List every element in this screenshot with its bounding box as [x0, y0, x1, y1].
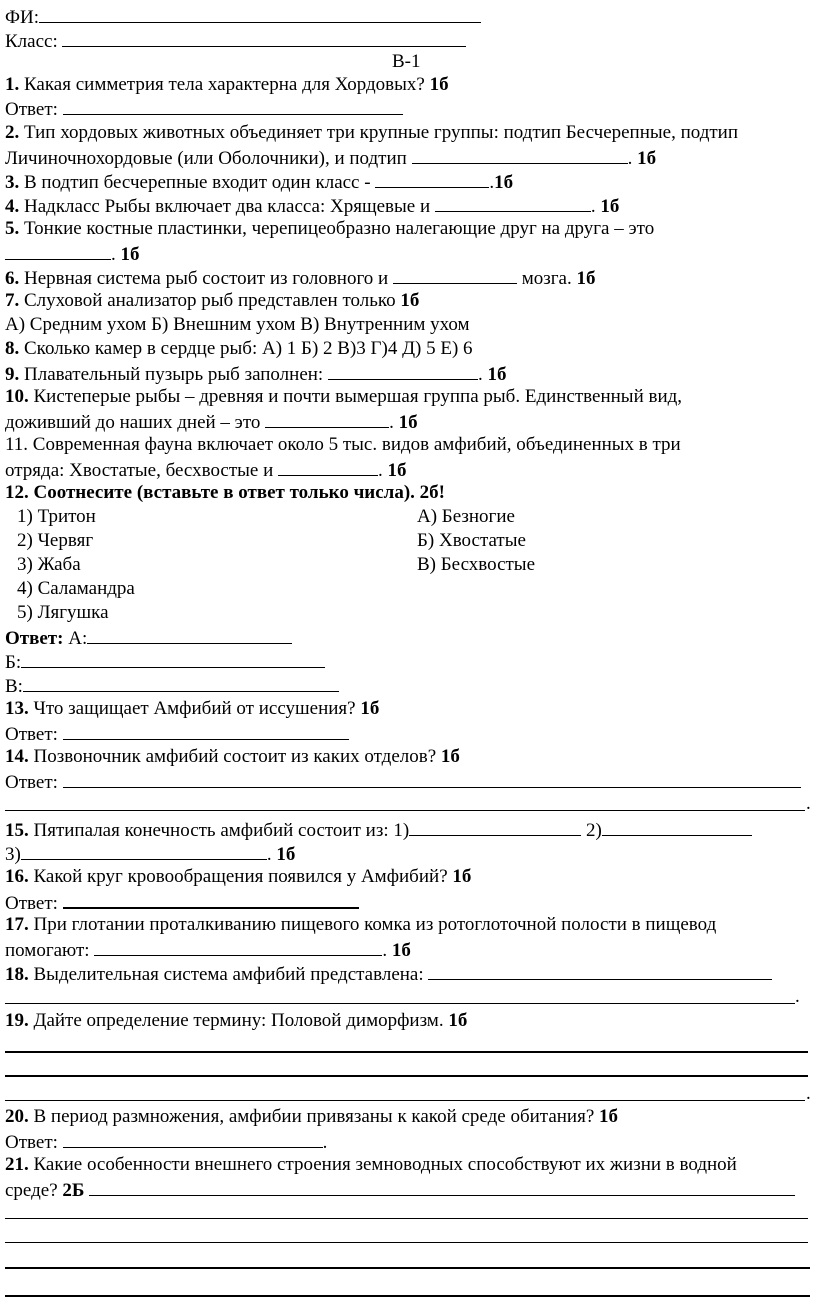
q14-answer-extra-line[interactable]: [5, 810, 805, 811]
q9-answer-field[interactable]: [328, 361, 478, 380]
q10-number: 10.: [5, 386, 29, 407]
q20-answer-field[interactable]: [63, 1129, 323, 1148]
q14-answer-line: [5, 769, 816, 793]
q17-answer-field[interactable]: [94, 937, 382, 956]
q5-text: Тонкие костные пластинки, черепицеобразно налегающие друг на друга – это: [19, 218, 655, 239]
q15-end: .: [266, 844, 277, 865]
q15-part-3: 3): [5, 844, 21, 865]
question-10: [5, 385, 816, 409]
q15-field-3[interactable]: [21, 841, 267, 860]
q21-text-line1: Какие особенности внешнего строения земноводных способствуют их жизни в водной: [28, 1154, 737, 1175]
q12-answer-label: Ответ:: [5, 628, 64, 649]
question-19: [5, 1009, 816, 1033]
question-12-title: 12. Соотнесите (вставьте в ответ только числа). 2б!: [5, 482, 445, 503]
class-label: Класс:: [5, 31, 58, 52]
question-13: [5, 697, 816, 721]
question-17-cont: [5, 937, 816, 961]
question-11: 11. Современная фауна включает около 5 тыс. видов амфибий, объединенных в три: [5, 434, 681, 455]
name-field[interactable]: [39, 4, 481, 23]
q1-number: 1.: [5, 74, 20, 95]
question-14: [5, 745, 816, 769]
q15-points: 1б: [276, 844, 296, 865]
q14-answer-field[interactable]: [63, 769, 801, 788]
q18-period: .: [795, 986, 800, 1007]
q3-number: 3.: [5, 172, 20, 193]
q12-right-item: Б) Хвостатые: [417, 530, 526, 551]
q17-text-line1: При глотании проталкиванию пищевого комка из ротоглоточной полости в пищевод: [28, 914, 717, 935]
q19-period: .: [806, 1083, 811, 1104]
question-7: [5, 289, 816, 313]
question-18: [5, 961, 816, 985]
q12-v-field[interactable]: [23, 673, 339, 692]
q10-points: 1б: [398, 412, 418, 433]
answer-label: Ответ:: [5, 724, 58, 745]
question-2-cont: [5, 145, 816, 169]
q4-answer-field[interactable]: [435, 193, 591, 212]
class-line: [5, 28, 816, 52]
q12-right-item: В) Бесхвостые: [417, 554, 535, 575]
q11-answer-field[interactable]: [278, 457, 378, 476]
q4-points: 1б: [600, 196, 620, 217]
q21-text-line2: среде?: [5, 1180, 63, 1201]
q6-points: 1б: [576, 268, 596, 289]
q1-points: 1б: [429, 74, 449, 95]
question-8: [5, 337, 816, 361]
q8-number: 8.: [5, 338, 20, 359]
q3-points: 1б: [494, 172, 514, 193]
q19-answer-line-1[interactable]: [5, 1051, 808, 1053]
q15-part-2: 2): [581, 820, 602, 841]
q20-answer-line: [5, 1129, 816, 1153]
q18-text: Выделительная система амфибий представлена:: [28, 964, 429, 985]
q21-points: 2Б: [62, 1180, 85, 1201]
q3-end: .: [489, 172, 495, 193]
q16-text: Какой круг кровообращения появился у Амфибий?: [28, 866, 453, 887]
q12-answer-b-line: [5, 649, 816, 673]
q4-text: Надкласс Рыбы включает два класса: Хрящевые и: [19, 196, 435, 217]
question-16: [5, 865, 816, 889]
q21-answer-line-5[interactable]: [5, 1295, 810, 1297]
q12-right-item: А) Безногие: [417, 506, 515, 527]
q11-text-line2: отряда: Хвостатые, бесхвостые и: [5, 460, 279, 481]
q1-answer-line: [5, 96, 816, 120]
q18-answer-field[interactable]: [428, 961, 772, 980]
q3-answer-field[interactable]: [375, 169, 489, 188]
q11-end: .: [378, 460, 388, 481]
q5-number: 5.: [5, 218, 20, 239]
q5-end: .: [111, 244, 121, 265]
name-label: ФИ:: [5, 7, 40, 28]
answer-label: Ответ:: [5, 1132, 58, 1153]
q7-points: 1б: [400, 290, 420, 311]
q3-text: В подтип бесчерепные входит один класс -: [19, 172, 376, 193]
q15-text: Пятипалая конечность амфибий состоит из: 1): [28, 820, 410, 841]
q2-text-line2: Личиночнохордовые (или Оболочники), и подтип: [5, 148, 412, 169]
question-5: [5, 217, 816, 241]
q12-a-field[interactable]: [87, 625, 292, 644]
q2-points: 1б: [637, 148, 657, 169]
q6-tail: мозга.: [516, 268, 577, 289]
q14-period: .: [806, 793, 811, 814]
q7-options: А) Средним ухом Б) Внешним ухом В) Внутренним ухом: [5, 314, 470, 335]
question-11-cont: [5, 457, 816, 481]
q19-number: 19.: [5, 1010, 29, 1031]
q17-number: 17.: [5, 914, 29, 935]
q7-text: Слуховой анализатор рыб представлен только: [19, 290, 401, 311]
q20-points: 1б: [599, 1106, 619, 1127]
q19-points: 1б: [448, 1010, 468, 1031]
q1-text: Какая симметрия тела характерна для Хордовых?: [19, 74, 430, 95]
q13-answer-line: [5, 721, 816, 745]
q12-left-item: 3) Жаба: [17, 554, 81, 575]
q12-b-field[interactable]: [21, 649, 325, 668]
q15-number: 15.: [5, 820, 29, 841]
q4-number: 4.: [5, 196, 20, 217]
q19-answer-line-3[interactable]: [5, 1100, 805, 1101]
q2-text-line1: Тип хордовых животных объединяет три крупные группы: подтип Бесчерепные, подтип: [19, 122, 739, 143]
q20-period: .: [322, 1132, 328, 1153]
q20-number: 20.: [5, 1106, 29, 1127]
q5-points: 1б: [120, 244, 140, 265]
q1-answer-field[interactable]: [63, 96, 403, 115]
question-4: [5, 193, 816, 217]
q12-b-label: Б:: [5, 652, 22, 673]
q5-answer-field[interactable]: [5, 241, 111, 260]
q21-answer-line-4[interactable]: [5, 1267, 810, 1269]
question-15-cont: [5, 841, 816, 865]
q10-text-line2: доживший до наших дней – это: [5, 412, 266, 433]
q7-number: 7.: [5, 290, 20, 311]
q10-text-line1: Кистеперые рыбы – древняя и почти вымершая группа рыб. Единственный вид,: [28, 386, 683, 407]
q2-number: 2.: [5, 122, 20, 143]
q9-end: .: [477, 364, 488, 385]
q9-number: 9.: [5, 364, 20, 385]
q13-text: Что защищает Амфибий от иссушения?: [28, 698, 361, 719]
q14-number: 14.: [5, 746, 29, 767]
q14-points: 1б: [440, 746, 460, 767]
q20-text: В период размножения, амфибии привязаны к какой среде обитания?: [28, 1106, 600, 1127]
question-15: [5, 817, 816, 841]
q19-text: Дайте определение термину: Половой диморфизм.: [28, 1010, 449, 1031]
q8-text: Сколько камер в сердце рыб: А) 1 Б) 2 В)3 Г)4 Д) 5 Е) 6: [19, 338, 473, 359]
question-10-cont: [5, 409, 816, 433]
answer-label: Ответ:: [5, 99, 58, 120]
name-line: [5, 4, 816, 28]
q16-points: 1б: [452, 866, 472, 887]
q13-points: 1б: [360, 698, 380, 719]
q17-text-line2: помогают:: [5, 940, 95, 961]
question-2: [5, 121, 816, 145]
q10-answer-field[interactable]: [265, 409, 389, 428]
q12-left-item: 5) Лягушка: [17, 602, 109, 623]
q21-answer-field[interactable]: [89, 1177, 795, 1196]
q21-answer-line-3[interactable]: [5, 1242, 808, 1243]
q15-field-1[interactable]: [409, 817, 581, 836]
q12-left-item: 1) Тритон: [17, 506, 96, 527]
q21-number: 21.: [5, 1154, 29, 1175]
question-1: [5, 73, 816, 97]
q13-number: 13.: [5, 698, 29, 719]
q6-text: Нервная система рыб состоит из головного и: [19, 268, 393, 289]
q6-number: 6.: [5, 268, 20, 289]
q11-points: 1б: [387, 460, 407, 481]
q2-answer-field[interactable]: [412, 145, 628, 164]
q15-field-2[interactable]: [602, 817, 752, 836]
answer-label: Ответ:: [5, 772, 58, 793]
q12-left-item: 4) Саламандра: [17, 578, 135, 599]
q12-answer-a-line: [5, 625, 816, 649]
q19-answer-line-2[interactable]: [5, 1075, 808, 1077]
q12-left-item: 2) Червяг: [17, 530, 94, 551]
q12-answer-v-line: [5, 673, 816, 697]
question-5-cont: [5, 241, 816, 265]
q12-a-label: А:: [63, 628, 88, 649]
q21-answer-line-2[interactable]: [5, 1218, 808, 1219]
question-17: [5, 913, 816, 937]
q9-text: Плавательный пузырь рыб заполнен:: [19, 364, 328, 385]
q4-end: .: [590, 196, 601, 217]
q12-v-label: В:: [5, 676, 23, 697]
q14-text: Позвоночник амфибий состоит из каких отделов?: [28, 746, 441, 767]
q16-answer-line: [5, 889, 816, 913]
q16-number: 16.: [5, 866, 29, 887]
question-3: [5, 169, 816, 193]
question-21: [5, 1153, 816, 1177]
q6-answer-field[interactable]: [393, 265, 517, 284]
q13-answer-field[interactable]: [63, 721, 349, 740]
variant-label: В-1: [392, 51, 421, 72]
q17-end: .: [382, 940, 392, 961]
question-6: [5, 265, 816, 289]
q17-points: 1б: [391, 940, 411, 961]
class-field[interactable]: [62, 28, 466, 47]
question-21-cont: [5, 1177, 816, 1201]
answer-label: Ответ:: [5, 893, 58, 914]
q10-end: .: [389, 412, 399, 433]
q16-answer-field[interactable]: [63, 889, 359, 909]
q18-number: 18.: [5, 964, 29, 985]
question-20: [5, 1105, 816, 1129]
question-9: [5, 361, 816, 385]
q18-answer-extra-line[interactable]: [5, 1003, 795, 1004]
q2-end: .: [627, 148, 638, 169]
q9-points: 1б: [487, 364, 507, 385]
